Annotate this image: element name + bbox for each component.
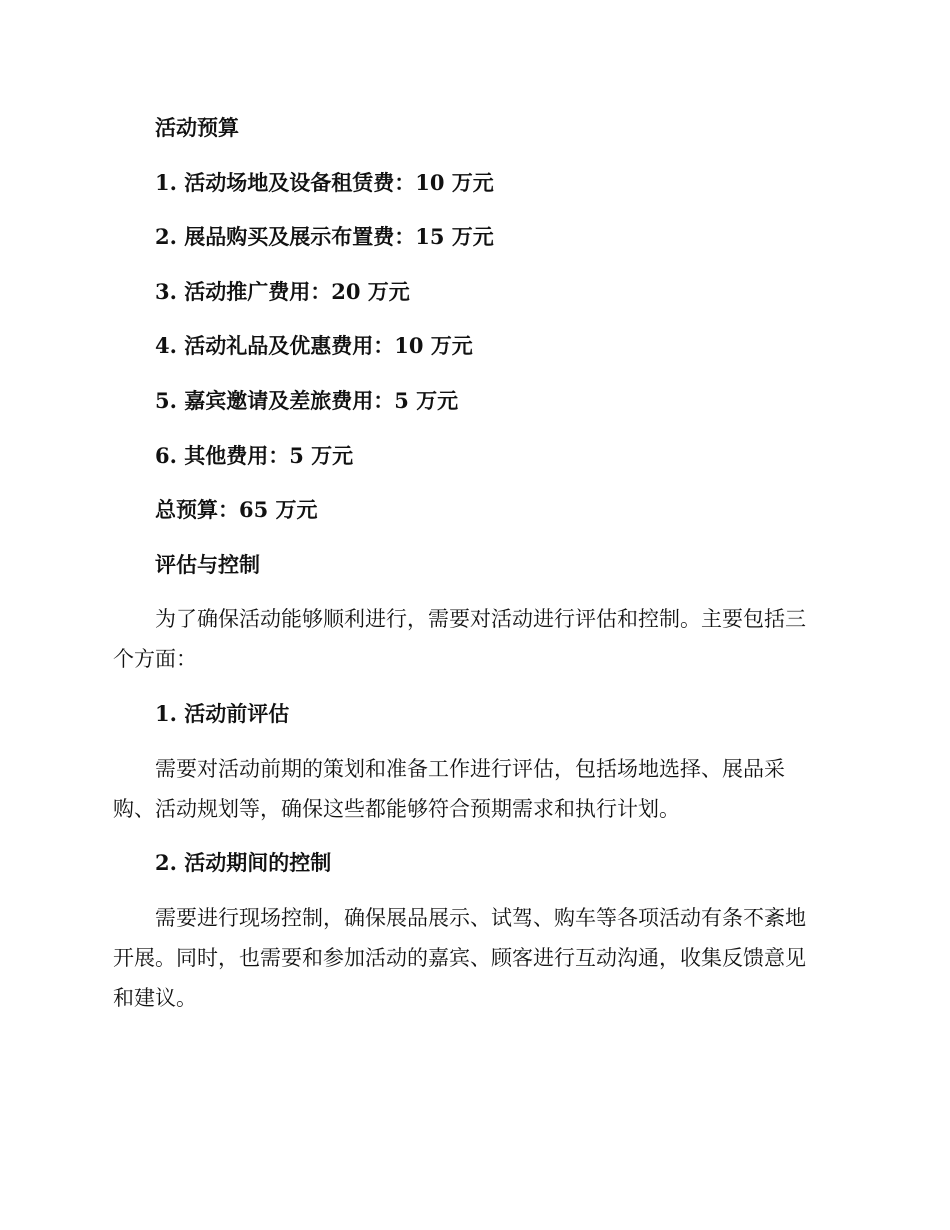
paragraph-line: 需要进行现场控制，确保展品展示、试驾、购车等各项活动有条不紊地 [155, 905, 806, 930]
paragraph-line: 购、活动规划等，确保这些都能够符合预期需求和执行计划。 [113, 796, 680, 821]
section2-paragraph [113, 898, 835, 1018]
budget-heading: 活动预算 [155, 115, 239, 140]
eval-intro-paragraph [113, 599, 835, 679]
section1-heading: 1. 活动前评估 [155, 700, 290, 726]
budget-item: 1. 活动场地及设备租赁费：10 万元 [155, 169, 494, 195]
paragraph-line: 需要对活动前期的策划和准备工作进行评估，包括场地选择、展品采 [155, 756, 785, 781]
budget-item: 6. 其他费用：5 万元 [155, 442, 354, 468]
budget-item: 2. 展品购买及展示布置费：15 万元 [155, 224, 494, 250]
paragraph-line: 个方面： [113, 647, 197, 672]
paragraph-line: 开展。同时，也需要和参加活动的嘉宾、顾客进行互动沟通，收集反馈意见 [113, 945, 806, 970]
section1-paragraph [113, 749, 835, 829]
budget-item: 3. 活动推广费用：20 万元 [155, 278, 410, 304]
budget-item: 4. 活动礼品及优惠费用：10 万元 [155, 333, 473, 359]
paragraph-line: 为了确保活动能够顺利进行，需要对活动进行评估和控制。主要包括三 [155, 607, 806, 632]
budget-total: 总预算：65 万元 [155, 497, 318, 523]
budget-item: 5. 嘉宾邀请及差旅费用：5 万元 [155, 387, 459, 413]
paragraph-line: 和建议。 [113, 985, 197, 1010]
document-body [113, 108, 835, 1032]
eval-heading: 评估与控制 [155, 551, 260, 577]
section2-heading: 2. 活动期间的控制 [155, 850, 332, 876]
